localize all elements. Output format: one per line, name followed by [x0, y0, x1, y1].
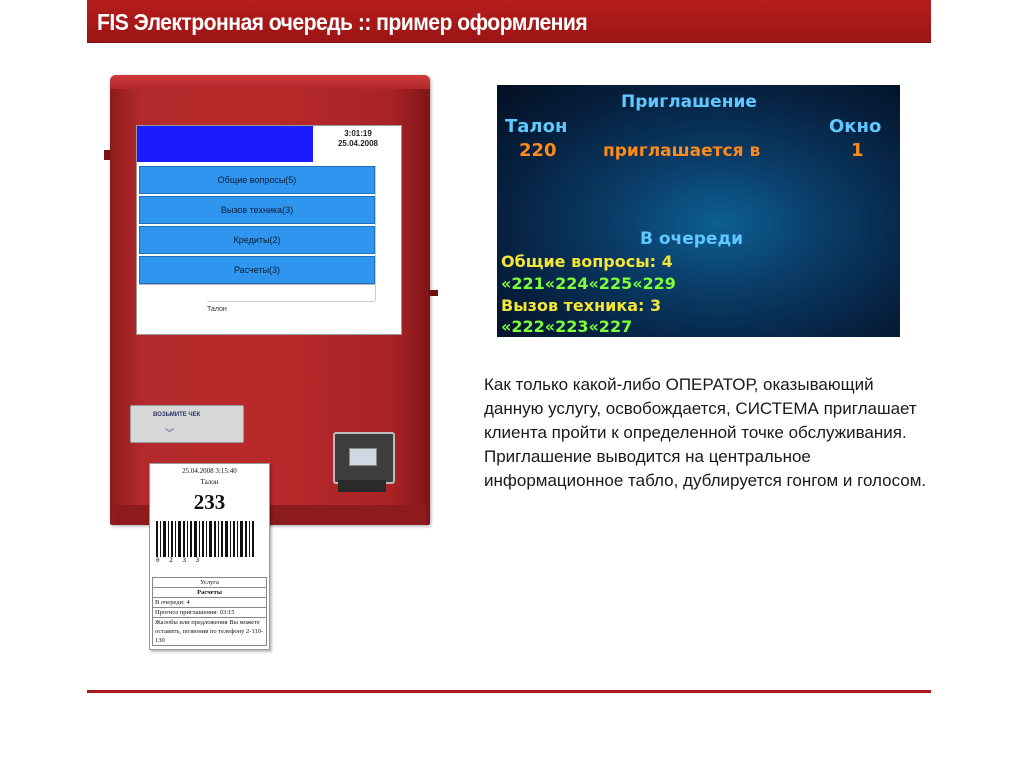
- board-ticket-header: Талон: [505, 116, 568, 137]
- barcode-digits: 0 2 3 3: [156, 557, 203, 564]
- kiosk-button-payments[interactable]: Расчеты(3): [139, 256, 375, 284]
- ticket-complaints: Жалобы или предложения Вы можете оставить, позвонив по телефону 2-110-130: [155, 619, 264, 644]
- kiosk-button-general[interactable]: Общие вопросы(5): [139, 166, 375, 194]
- header-bar: [87, 0, 931, 43]
- description-text: Как только какой-либо ОПЕРАТОР, оказывающий данную услугу, освобождается, СИСТЕМА приглашает клиента пройти к определенной точке обслуживания. Приглашение выводится на центральное информационное табло, дублируется гонгом и голосом.: [484, 375, 927, 490]
- card-reader-slot: [333, 432, 395, 484]
- page-title: FIS Электронная очередь :: пример оформления: [97, 9, 588, 35]
- board-invite-text: приглашается в: [603, 141, 761, 161]
- card-reader-window: [349, 448, 377, 466]
- screen-time: 3:01:19: [344, 129, 372, 138]
- board-window-number: 1: [851, 140, 864, 161]
- kiosk-button-technician[interactable]: Вызов техника(3): [139, 196, 375, 224]
- ticket-queue: В очереди: 4: [153, 598, 266, 608]
- ticket-datetime: 25.04.2008 3:15:40: [182, 467, 237, 475]
- screen-divider: [375, 166, 376, 301]
- screen-divider: [207, 301, 375, 302]
- barcode-icon: [154, 521, 264, 557]
- screen-date: 25.04.2008: [337, 139, 379, 148]
- chevron-down-icon: ︾: [165, 428, 175, 438]
- board-queue-tickets: «222«223«227: [501, 317, 633, 336]
- screen-clock: [319, 129, 397, 149]
- board-queue-tickets: «221«224«225«229: [501, 274, 676, 293]
- screen-divider: [139, 284, 375, 285]
- kiosk-side-notch: [428, 290, 438, 296]
- ticket-service: Расчеты: [153, 588, 266, 598]
- screen-footer-label: Талон: [207, 306, 227, 313]
- take-ticket-text: ВОЗЬМИТЕ ЧЕК: [153, 412, 201, 418]
- kiosk-top: [110, 75, 430, 89]
- board-queue-name: Общие вопросы: 4: [501, 252, 673, 271]
- ticket-number: 233: [193, 490, 226, 514]
- ticket-label: Талон: [200, 478, 219, 486]
- footer-divider: [87, 690, 931, 693]
- ticket-service-header: Услуга: [153, 578, 266, 588]
- information-display-board: [497, 85, 900, 337]
- kiosk-button-credits[interactable]: Кредиты(2): [139, 226, 375, 254]
- board-queue-name: Вызов техника: 3: [501, 296, 662, 315]
- board-invite-title: Приглашение: [621, 92, 757, 112]
- card-reader-base: [338, 480, 386, 492]
- take-ticket-plate: [130, 405, 244, 443]
- kiosk-touchscreen: [136, 125, 402, 335]
- printed-ticket: [149, 463, 270, 650]
- board-window-header: Окно: [829, 116, 882, 137]
- ticket-details: [152, 577, 267, 646]
- board-queue-title: В очереди: [640, 229, 744, 249]
- board-ticket-number: 220: [519, 140, 557, 161]
- screen-banner: [137, 126, 313, 162]
- ticket-forecast: Прогноз приглашения: 03:15: [153, 608, 266, 618]
